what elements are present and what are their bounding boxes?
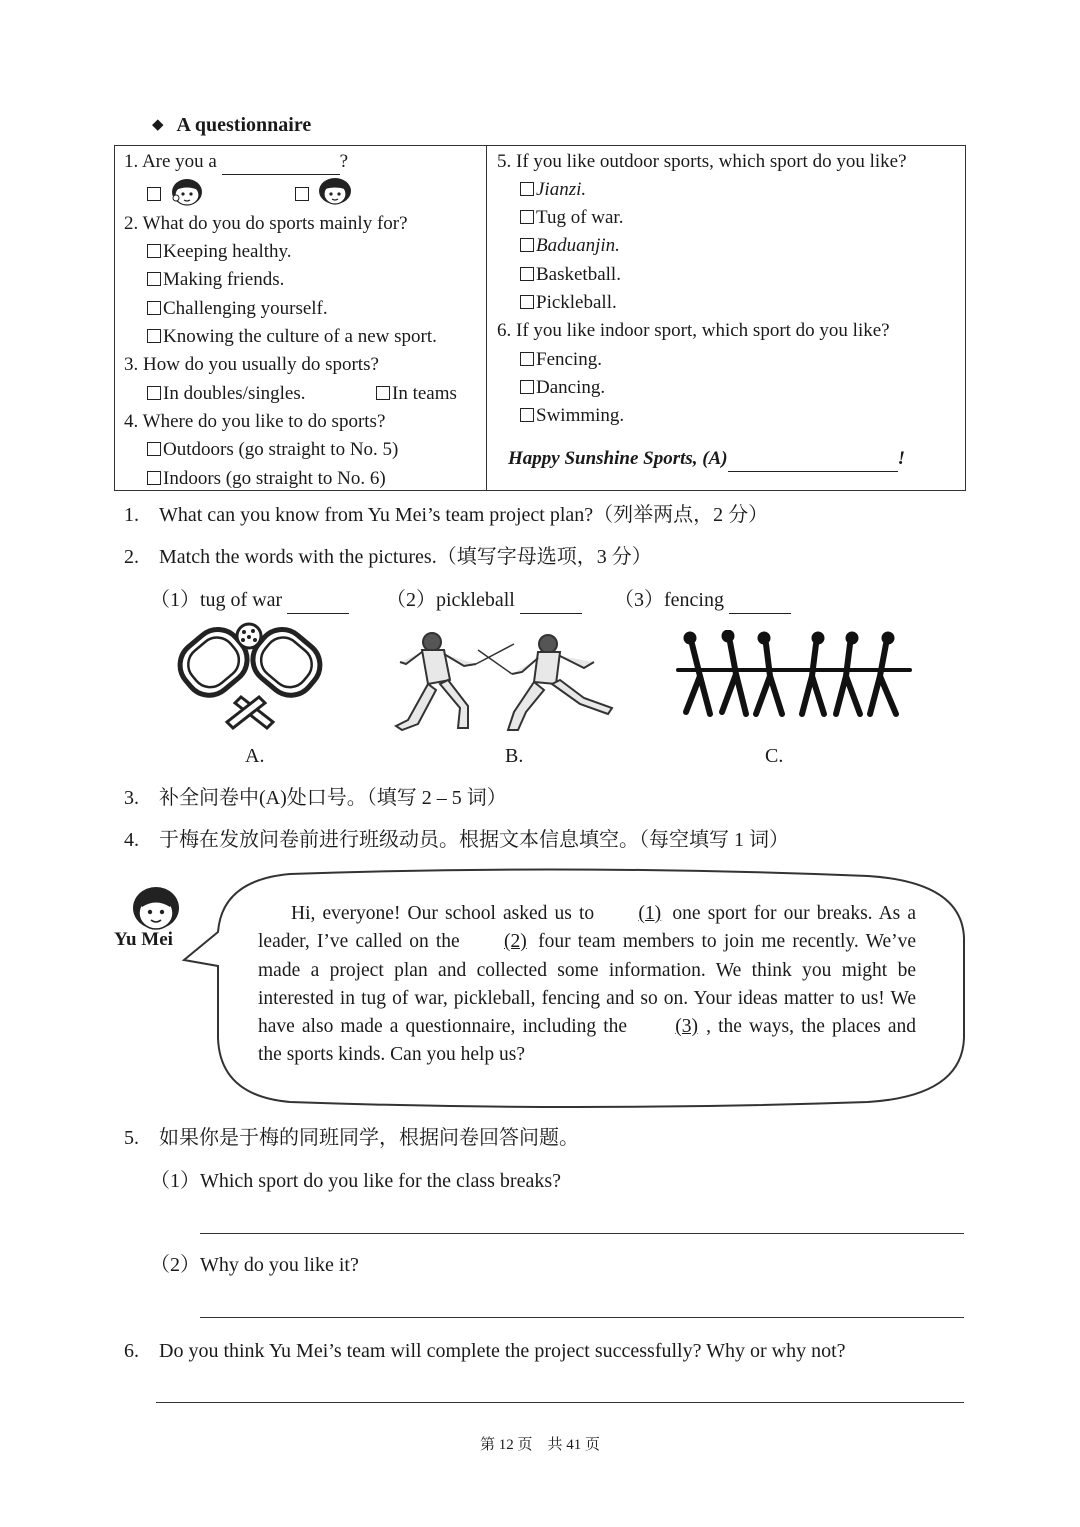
match-blank[interactable] [520, 593, 582, 614]
match-item-tug-of-war: （1）tug of war [150, 586, 349, 614]
q2-text: 2. What do you do sports mainly for? [124, 213, 408, 234]
match-item-fencing: （3）fencing [614, 586, 791, 614]
q5-option[interactable]: Pickleball. [520, 290, 617, 316]
q1-line: 1. Are you a ? [124, 149, 348, 175]
question-4: 4. 于梅在发放问卷前进行班级动员。根据文本信息填空。（每空填写 1 词） [124, 829, 789, 851]
q3-option[interactable]: In doubles/singles. [147, 381, 306, 407]
speaker-name: Yu Mei [114, 929, 173, 950]
q5-option[interactable]: Tug of war. [520, 205, 623, 231]
slogan-blank-a[interactable] [728, 453, 898, 472]
q4-text: 4. Where do you like to do sports? [124, 411, 386, 432]
gap-2[interactable]: (2) [504, 931, 527, 953]
pickleball-paddles-icon [165, 622, 335, 730]
q6-text: 6. If you like indoor sport, which sport do you like? [497, 320, 890, 341]
answer-line-5-1[interactable] [200, 1233, 964, 1234]
q4-option[interactable]: Indoors (go straight to No. 6) [147, 466, 386, 492]
diamond-bullet-icon: ◆ [152, 117, 164, 133]
girl-face-icon [316, 177, 354, 215]
q1-blank[interactable] [222, 156, 340, 175]
question-5-1: （1）Which sport do you like for the class breaks? [150, 1170, 562, 1192]
section-title: ◆ A questionnaire [152, 114, 312, 136]
q4-option[interactable]: Outdoors (go straight to No. 5) [147, 437, 398, 463]
question-5-2: （2）Why do you like it? [150, 1254, 359, 1276]
q2-option[interactable]: Knowing the culture of a new sport. [147, 324, 437, 350]
q3-option[interactable]: In teams [376, 381, 457, 407]
question-2: 2. Match the words with the pictures.（填写字母选项，3 分） [124, 546, 652, 568]
question-6: 6. Do you think Yu Mei’s team will complete the project successfully? Why or why not? [124, 1340, 846, 1362]
q6-option[interactable]: Fencing. [520, 347, 602, 373]
q5-option[interactable]: Baduanjin. [520, 233, 620, 259]
match-blank[interactable] [729, 593, 791, 614]
q6-option[interactable]: Swimming. [520, 403, 624, 429]
q3-text: 3. How do you usually do sports? [124, 354, 379, 375]
gap-1[interactable]: (1) [638, 903, 662, 924]
question-3: 3. 补全问卷中(A)处口号。（填写 2 – 5 词） [124, 787, 507, 809]
answer-line-5-2[interactable] [200, 1317, 964, 1318]
q5-option[interactable]: Basketball. [520, 262, 621, 288]
table-divider [486, 146, 487, 490]
page-footer: 第 12 页 共 41 页 [479, 1437, 600, 1453]
picture-label-a: A. [245, 745, 265, 767]
match-item-pickleball: （2）pickleball [386, 586, 582, 614]
q5-text: 5. If you like outdoor sports, which sport do you like? [497, 151, 907, 172]
checkbox-girl[interactable] [295, 187, 309, 201]
gender-options [147, 177, 354, 209]
slogan: Happy Sunshine Sports, (A) ! [508, 446, 905, 472]
fencing-icon [384, 628, 624, 732]
question-1: 1. What can you know from Yu Mei’s team project plan?（列举两点，2 分） [124, 504, 769, 526]
q2-option[interactable]: Keeping healthy. [147, 239, 292, 265]
boy-face-icon [168, 177, 206, 215]
yu-mei-avatar [130, 886, 182, 932]
question-5: 5. 如果你是于梅的同班同学，根据问卷回答问题。 [124, 1127, 579, 1149]
match-blank[interactable] [287, 593, 349, 614]
q6-option[interactable]: Dancing. [520, 375, 605, 401]
q2-option[interactable]: Challenging yourself. [147, 296, 328, 322]
q5-option[interactable]: Jianzi. [520, 177, 586, 203]
answer-line-6[interactable] [156, 1402, 964, 1403]
tug-of-war-icon [670, 630, 918, 720]
questionnaire-table [114, 145, 966, 491]
picture-label-b: B. [505, 745, 524, 767]
picture-label-c: C. [765, 745, 784, 767]
checkbox-boy[interactable] [147, 187, 161, 201]
q2-option[interactable]: Making friends. [147, 267, 284, 293]
gap-3[interactable]: (3) [675, 1016, 699, 1038]
bubble-text: Hi, everyone! Our school asked us to (1) one sport for our breaks. As a leader, I’ve called on the (2) four team members to join me recently. We’ve made a project plan and collected some information. We think you might be interested in tug of war, pickleball, fencing and so on. Your ideas matter to us! We have also made a questionnaire, including the (3) , the ways, the places and the sports kinds. Can you help us? [258, 900, 916, 1070]
